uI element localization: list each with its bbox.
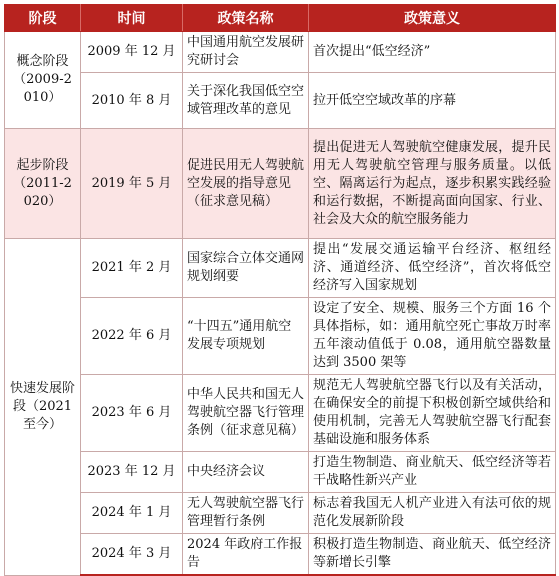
time-cell: 2023 年 12 月 [81, 452, 183, 493]
policy-name-cell: 2024 年政府工作报告 [183, 534, 309, 576]
header-policy-name: 政策名称 [183, 5, 309, 32]
time-cell: 2024 年 1 月 [81, 493, 183, 534]
policy-significance-cell: 拉开低空空域改革的序幕 [309, 73, 556, 129]
policy-significance-cell: 积极打造生物制造、商业航天、低空经济等新增长引擎 [309, 534, 556, 576]
stage-cell: 概念阶段（2009-2010） [5, 32, 81, 129]
policy-significance-cell: 提出促进无人驾驶航空健康发展，提升民用无人驾驶航空管理与服务质量。以低空、隔离运行为起点，逐步积累实践经验和运行数据，不断提高面向国家、行业、社会及大众的航空服务能力 [309, 129, 556, 239]
policy-table-container [4, 4, 555, 576]
stage-cell: 起步阶段（2011-2020） [5, 129, 81, 239]
policy-significance-cell: 设定了安全、规模、服务三个方面 16 个具体指标，如：通用航空死亡事故万时率五年滚动值低于 0.08，通用航空器数量达到 3500 架等 [309, 298, 556, 375]
policy-name-cell: 中国通用航空发展研究研讨会 [183, 32, 309, 73]
table-row [5, 129, 556, 239]
time-cell: 2009 年 12 月 [81, 32, 183, 73]
header-time: 时间 [81, 5, 183, 32]
policy-significance-cell: 标志着我国无人机产业进入有法可依的规范化发展新阶段 [309, 493, 556, 534]
table-row [5, 534, 556, 576]
table-row [5, 32, 556, 73]
policy-name-cell: “十四五”通用航空发展专项规划 [183, 298, 309, 375]
table-row [5, 452, 556, 493]
time-cell: 2023 年 6 月 [81, 375, 183, 452]
time-cell: 2022 年 6 月 [81, 298, 183, 375]
header-policy-significance: 政策意义 [309, 5, 556, 32]
policy-significance-cell: 打造生物制造、商业航天、低空经济等若干战略性新兴产业 [309, 452, 556, 493]
time-cell: 2010 年 8 月 [81, 73, 183, 129]
policy-name-cell: 促进民用无人驾驶航空发展的指导意见（征求意见稿） [183, 129, 309, 239]
policy-name-cell: 关于深化我国低空空域管理改革的意见 [183, 73, 309, 129]
policy-significance-cell: 提出“发展交通运输平台经济、枢纽经济、通道经济、低空经济”，首次将低空经济写入国家规划 [309, 239, 556, 298]
policy-name-cell: 中央经济会议 [183, 452, 309, 493]
policy-significance-cell: 规范无人驾驶航空器飞行以及有关活动，在确保安全的前提下积极创新空域供给和使用机制，完善无人驾驶航空器飞行配套基础设施和服务体系 [309, 375, 556, 452]
header-stage: 阶段 [5, 5, 81, 32]
stage-cell: 快速发展阶段（2021 至今） [5, 239, 81, 576]
time-cell: 2019 年 5 月 [81, 129, 183, 239]
table-row [5, 239, 556, 298]
policy-name-cell: 国家综合立体交通网规划纲要 [183, 239, 309, 298]
table-row [5, 375, 556, 452]
policy-name-cell: 中华人民共和国无人驾驶航空器飞行管理条例（征求意见稿） [183, 375, 309, 452]
header-row [5, 5, 556, 32]
table-row [5, 298, 556, 375]
time-cell: 2024 年 3 月 [81, 534, 183, 576]
table-row [5, 493, 556, 534]
table-row [5, 73, 556, 129]
time-cell: 2021 年 2 月 [81, 239, 183, 298]
policy-name-cell: 无人驾驶航空器飞行管理暂行条例 [183, 493, 309, 534]
policy-significance-cell: 首次提出“低空经济” [309, 32, 556, 73]
policy-table [4, 4, 556, 576]
